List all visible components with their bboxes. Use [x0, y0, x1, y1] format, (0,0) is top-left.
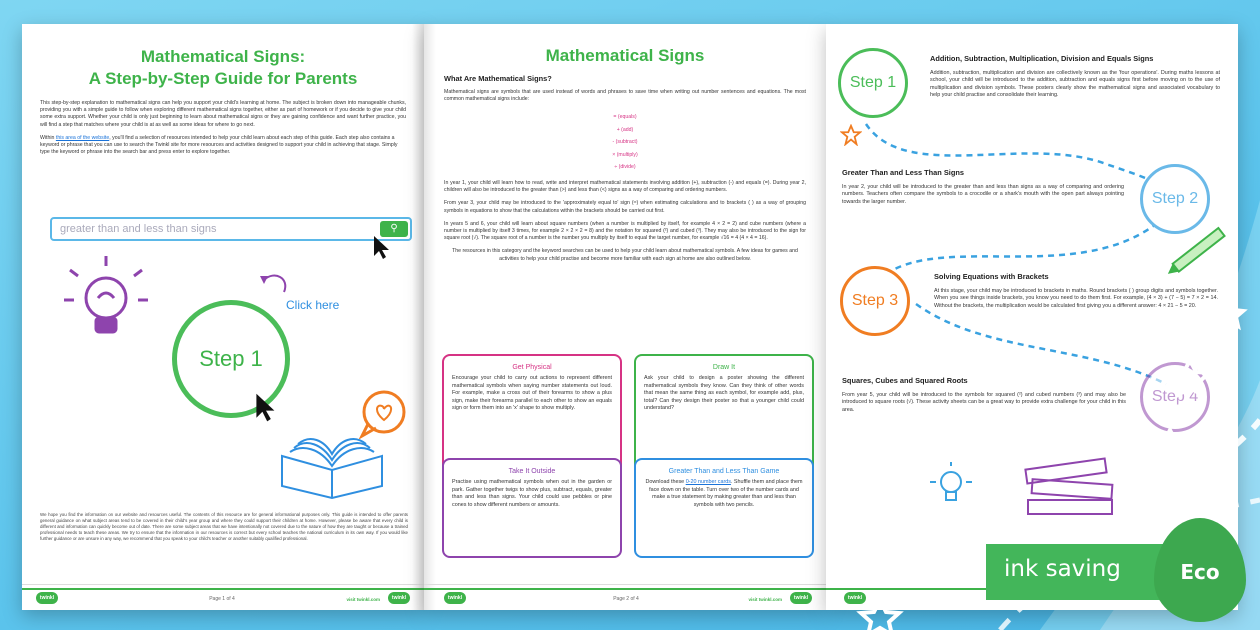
- activity-box-draw-it: Draw It Ask your child to design a poster showing the different mathematical symbols they know. Can they think of other words that mean the same thing as each symbol, for example add, plus, total? Can they design their poster so that a younger child could understand?: [634, 354, 814, 476]
- page-1-intro: This step-by-step explanation to mathematical signs can help you support your child's learning at home. The subject is broken down into manageable chunks, providing you with a simple guide to follow when exploring different mathematical signs together, either as part of homework or if you decide to give your child some extra support. Whether your child is only just beginning to learn about mathematical signs or they are gaining confidence and want further practice, you will find a step that matches where your child is at as well as some ideas for where to go next.: [40, 100, 406, 128]
- page-2-para-4: The resources in this category and the keyword searches can be used to help your child learn about mathematical symbols. A few ideas for games and activities to help your child practise and become more familiar with each sign at home are also outlined below.: [452, 248, 798, 262]
- step-1-label: Step 1: [199, 346, 263, 371]
- page-number: Page 2 of 4: [613, 596, 639, 602]
- step-1-heading: Addition, Subtraction, Multiplication, Division and Equals Signs: [930, 54, 1154, 63]
- page-2: [424, 24, 826, 610]
- sign-item: + (add): [616, 126, 634, 133]
- sign-item: - (subtract): [612, 139, 638, 146]
- page-2-para-2: From year 3, your child may be introduced to the 'approximately equal to' sign (≈) when estimating calculations and to brackets ( ) as a way of grouping symbols in equations to show that the calculations within the brackets should be carried out first.: [444, 200, 806, 214]
- website-area-link[interactable]: this area of the website: [55, 134, 110, 141]
- star-icon: [840, 124, 862, 146]
- activity-box-get-physical: Get Physical Encourage your child to carry out actions to represent different mathematical symbols when saying number statements out loud. For example, make a cross out of their forearms to show a plus sign, make their forearms parallel to each other to show an equals sign or form them into an 'x' shape to show multiply.: [442, 354, 622, 476]
- books-icon: [1016, 434, 1126, 524]
- search-bar-illustration: [50, 217, 412, 241]
- cursor-icon: [372, 234, 392, 260]
- step-4-text: From year 5, your child will be introduced to the symbols for squared (²) and cubed numbers (³) and may also be introduced to square roots (√). These activity sheets can be a great way to provide extra challenge for your child in this area.: [842, 392, 1126, 413]
- signs-list: [424, 111, 826, 174]
- curved-arrow-icon: [254, 268, 294, 298]
- page-2-title: Mathematical Signs: [545, 46, 705, 65]
- sign-item: ÷ (divide): [614, 164, 636, 171]
- page-2-heading: What Are Mathematical Signs?: [444, 74, 552, 83]
- step-1-text: Addition, subtraction, multiplication and division are collectively known as the 'four operations'. During maths lessons at school, your child will be introduced to the addition, subtraction and equals signs first before moving on to the use of multiplication and division symbols. These posters clearly show the mathematical signs and associated vocabulary to help your child practise and consolidate their learning.: [930, 70, 1220, 99]
- visit-link: visit twinkl.com: [748, 597, 782, 602]
- number-cards-link[interactable]: 0-20 number cards: [685, 479, 731, 485]
- ink-saving-label: ink saving: [1004, 556, 1121, 582]
- lightbulb-icon: [926, 460, 976, 510]
- twinkl-logo: twinkl: [388, 592, 410, 604]
- page-2-intro: Mathematical signs are symbols that are used instead of words and phrases to save time when writing out number sentences and equations. The most common mathematical signs include:: [444, 89, 806, 103]
- page-1: [22, 24, 424, 610]
- step-4-circle: Step 4: [1140, 362, 1210, 432]
- step-3-heading: Solving Equations with Brackets: [934, 272, 1049, 281]
- step-3-text: At this stage, your child may be introduced to brackets in maths. Round brackets ( ) group digits and symbols together. When you see things inside brackets, you know you need to do them first. For example, (4 × 3) + (7 − 5) = 7 × 2 = 14. Without the brackets, the multiplication would be calculated first giving you a different answer: 4 × 21 − 5 = 20.: [934, 288, 1218, 309]
- search-placeholder: greater than and less than signs: [60, 223, 217, 235]
- step-2-text: In year 2, your child will be introduced to the greater than and less than signs as a way of comparing and ordering numbers. Teachers often compare the symbols to a crocodile or a shark's mouth with the open part always pointing towards the larger number.: [842, 184, 1124, 205]
- sign-item: × (multiply): [612, 151, 638, 158]
- click-here-label: Click here: [286, 298, 340, 312]
- activity-box-take-it-outside: Take It Outside Practise using mathematical symbols when out in the garden or park. Gather together twigs to show plus, subtract, equals, greater than and less than signs. Your child could use pebbles or pine cones to show different numbers or amounts.: [442, 458, 622, 558]
- page-number: Page 1 of 4: [209, 596, 235, 602]
- disclaimer-text: We hope you find the information on our website and resources useful. The contents of this resource are for general informational purposes only. This guide is intended to offer parents general guidance on what subject areas tend to be covered in their child's year group and where they could support their children at home. However, please be aware that every child is different and information can quickly become out of date. There are some subject areas that we have intentionally not covered due to the nature of how they are taught or because a trained professional needs to teach these areas. We try to ensure that the information in our resources is correct but every school teaches the national curriculum in its own way. If you would like further guidance or are unsure in any way, we recommend that you speak to your child's teacher or another suitably qualified professional.: [40, 512, 408, 541]
- step-2-circle: Step 2: [1140, 164, 1210, 234]
- twinkl-logo: twinkl: [444, 592, 466, 604]
- cursor-icon: [254, 390, 278, 424]
- activity-box-greater-than-game: Greater Than and Less Than Game Download these 0-20 number cards. Shuffle them and place them face down on the table. Turn over two of the number cards and make a true statement by making greater than and less than symbols with two pencils.: [634, 458, 814, 558]
- step-3-circle: Step 3: [840, 266, 910, 336]
- page-1-intro-2: Within this area of the website, you'll find a selection of resources intended to help your child learn about each step of this guide. Each step also contains a keyword or phrase that you can use to search the Twinkl site for more resources and activities designed to support your child in achieving that stage. Simply type the keyword or phrase into the search bar and press enter to explore together.: [40, 134, 398, 156]
- ink-saving-eco-badge: [986, 544, 1238, 600]
- page-1-title: Mathematical Signs: A Step-by-Step Guide for Parents: [88, 47, 358, 88]
- page-2-footer: [424, 584, 826, 610]
- twinkl-logo: twinkl: [36, 592, 58, 604]
- page-2-para-3: In years 5 and 6, your child will learn about square numbers (when a number is multiplied by itself, for example 4 × 2 = 2) and cube numbers (where a number is multiplied by itself 3 times, for example 2 × 2 × 2 = 8) and the notation for squared (²) and cubed (³). They may also be introduced to the sign for square root (√). The square root of a number is the number you multiply by itself to equal the target number, for example √16 = 4 (4 × 4 = 16).: [444, 220, 806, 242]
- page-1-footer: [22, 584, 424, 610]
- open-book-icon: [272, 426, 392, 502]
- sign-item: = (equals): [613, 114, 637, 121]
- visit-link: visit twinkl.com: [346, 597, 380, 602]
- twinkl-logo: twinkl: [790, 592, 812, 604]
- eco-label: Eco: [1180, 560, 1220, 584]
- search-icon: ⚲: [380, 221, 408, 237]
- step-4-heading: Squares, Cubes and Squared Roots: [842, 376, 968, 385]
- step-1-circle: Step 1: [838, 48, 908, 118]
- page-2-para-1: In year 1, your child will learn how to read, write and interpret mathematical statements involving addition (+), subtraction (-) and equals (=). During year 2, children will also be introduced to the greater than (>) and less than (<) signs as a way of comparing and ordering numbers.: [444, 179, 806, 194]
- lightbulb-icon: [58, 246, 158, 346]
- twinkl-logo: twinkl: [844, 592, 866, 604]
- step-2-heading: Greater Than and Less Than Signs: [842, 168, 964, 177]
- page-3: [826, 24, 1238, 610]
